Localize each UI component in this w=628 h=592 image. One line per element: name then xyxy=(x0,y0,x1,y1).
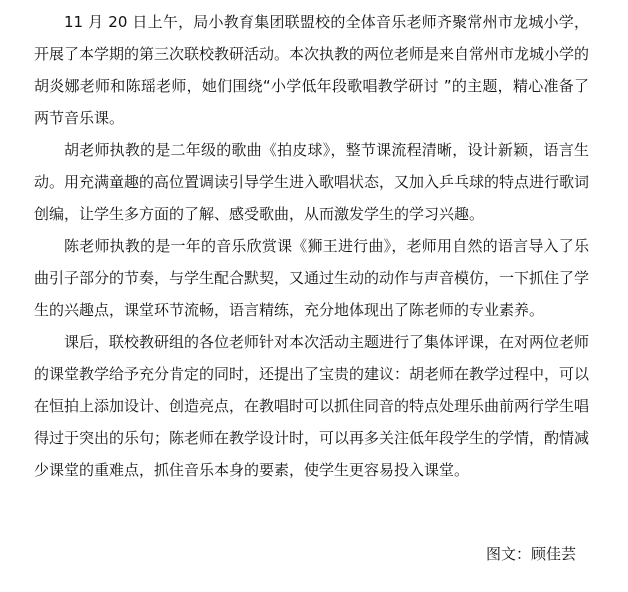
paragraph-event-intro: 11 月 20 日上午，局小教育集团联盟校的全体音乐老师齐聚常州市龙城小学，开展了本学期的第三次联校教研活动。本次执教的两位老师是来自常州市龙城小学的胡炎娜老师和陈瑶老师，她们围绕“小学低年段歌唱教学研讨 ”的主题，精心准备了两节音乐课。 xyxy=(34,13,590,127)
article-body xyxy=(34,6,589,486)
paragraph-hu-lesson: 胡老师执教的是二年级的歌曲《拍皮球》，整节课流程清晰，设计新颖，语言生动。用充满童趣的高位置调读引导学生进入歌唱状态，又加入乒乓球的特点进行歌词创编，让学生多方面的了解、感受歌曲，从而激发学生的学习兴趣。 xyxy=(34,141,590,223)
paragraph-chen-lesson: 陈老师执教的是一年的音乐欣赏课《狮王进行曲》，老师用自然的语言导入了乐曲引子部分的节奏，与学生配合默契，又通过生动的动作与声音模仿，一下抓住了学生的兴趣点，课堂环节流畅，语言精练，充分地体现出了陈老师的专业素养。 xyxy=(34,237,590,319)
paragraph-review: 课后，联校教研组的各位老师针对本次活动主题进行了集体评课，在对两位老师的课堂教学给予充分肯定的同时，还提出了宝贵的建议：胡老师在教学过程中，可以在恒拍上添加设计、创造亮点，在教唱时可以抓住同音的特点处理乐曲前两行学生唱得过于突出的乐句；陈老师在教学设计时，可以再多关注低年段学生的学情，酌情减少课堂的重难点，抓住音乐本身的要素，使学生更容易投入课堂。 xyxy=(34,333,590,479)
author-credit: 图文：顾佳芸 xyxy=(485,545,576,563)
